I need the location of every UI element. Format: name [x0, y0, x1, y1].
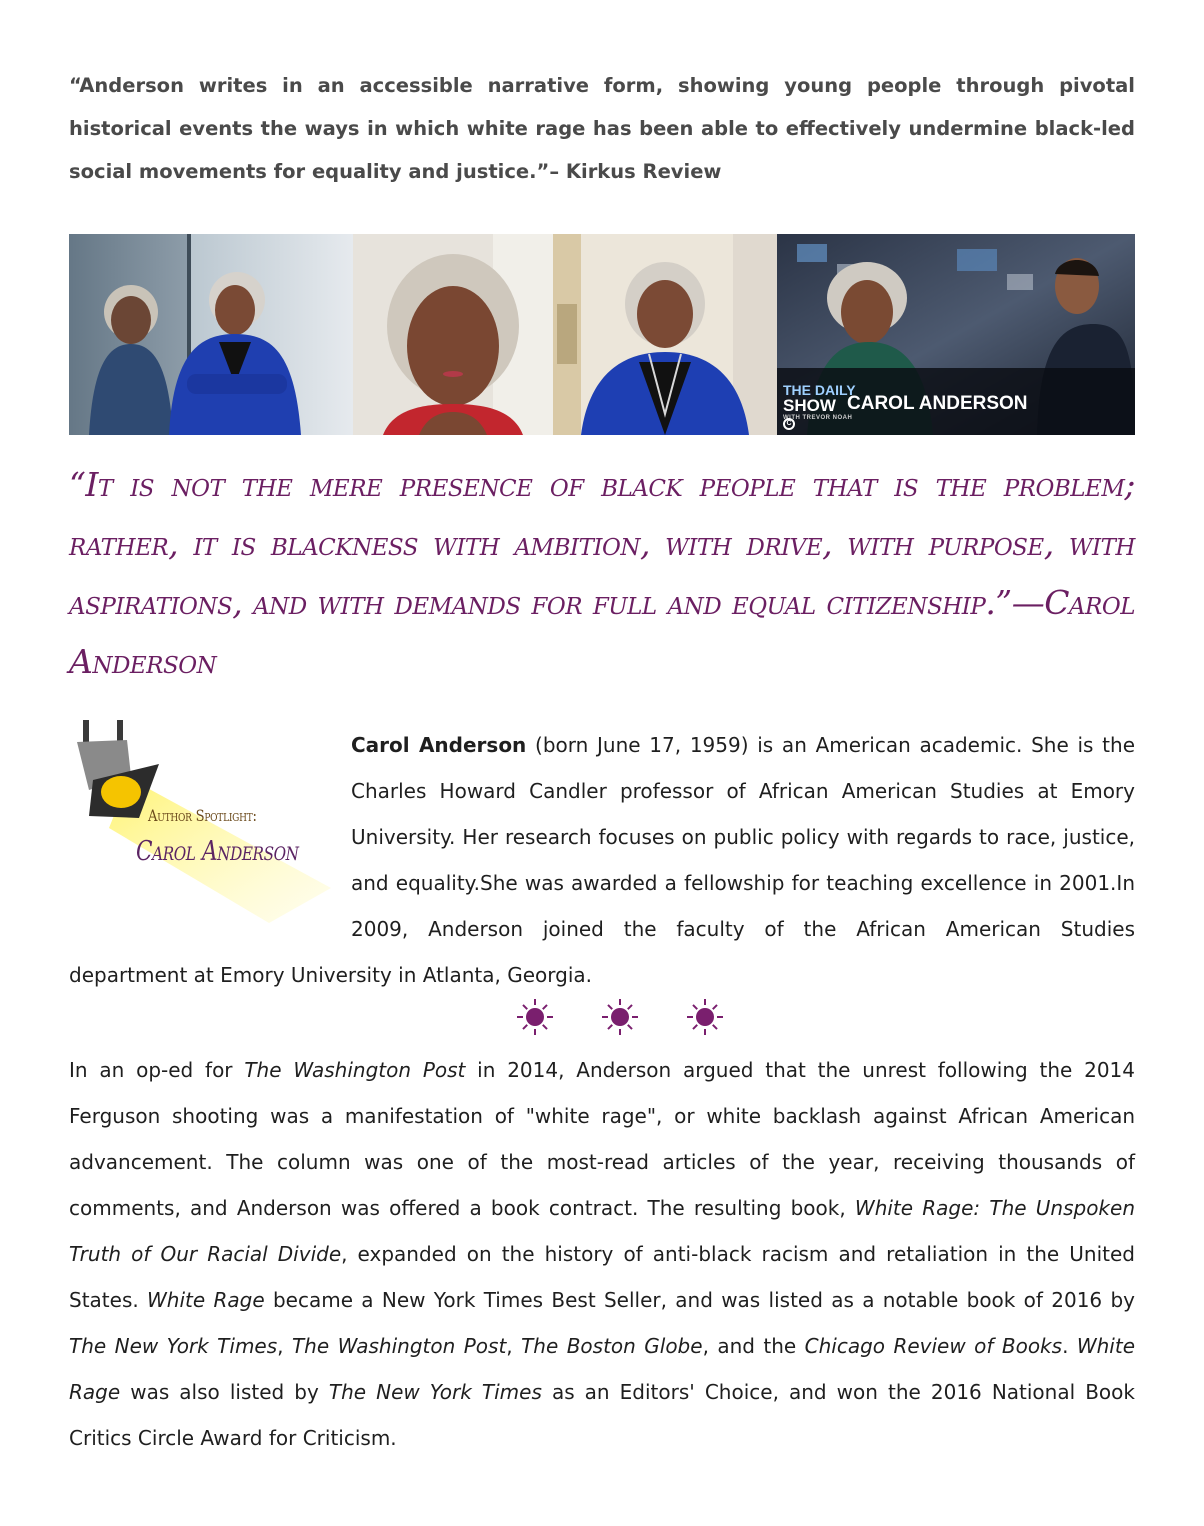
publication-title: Chicago Review of Books: [804, 1334, 1063, 1358]
sun-icon: [685, 997, 725, 1037]
daily-show-logo-top: THE DAILY: [783, 382, 856, 398]
book-title: White Rage: [147, 1288, 265, 1312]
daily-show-banner: [777, 368, 1135, 435]
publication-title: The Washington Post: [244, 1058, 466, 1082]
oped-text: as an Editors' Choice, and won the 2016 National Book Critics Circle Award for Criticism.: [69, 1380, 1135, 1450]
daily-show-logo-main: SHOW: [783, 396, 836, 415]
comedy-central-icon: C: [783, 418, 795, 430]
oped-text: was also listed by: [120, 1380, 329, 1404]
publication-title: The New York Times: [69, 1334, 278, 1358]
oped-text: .: [1062, 1334, 1077, 1358]
bio-text: (born June 17, 1959) is an American academic. She is the Charles Howard Candler professor of African American Studies at Emory University. Her research focuses on public policy with regards to race, justice, and equality.She was awarded a fellowship for teaching excellence in 2001.In 2009, Anderson joined the faculty of the African American Studies department at Emory University in Atlanta, Georgia.: [69, 733, 1135, 987]
oped-text: in 2014, Anderson argued that the unrest following the 2014 Ferguson shooting was a manifestation of "white rage", or white backlash against African American advancement. The column was one of the most-read articles of the year, receiving thousands of comments, and Anderson was offered a book contract. The resulting book,: [69, 1058, 1135, 1220]
book-title: White Rage: The Unspoken Truth of Our Racial Divide: [69, 1196, 1135, 1266]
daily-show-logo-sub: WITH TREVOR NOAH: [783, 415, 853, 421]
oped-text: became a New York Times Best Seller, and was listed as a notable book of 2016 by: [264, 1288, 1135, 1312]
spotlight-name: Carol Anderson: [136, 836, 299, 867]
publication-title: The Boston Globe: [521, 1334, 703, 1358]
book-title: White Rage: [69, 1334, 1136, 1404]
daily-show-guest-name: CAROL ANDERSON: [847, 393, 1028, 414]
author-photo-strip: [69, 234, 1135, 435]
op-ed-paragraph: [69, 1047, 1135, 1461]
publication-title: The Washington Post: [291, 1334, 507, 1358]
publication-title: The New York Times: [328, 1380, 542, 1404]
kirkus-review-quote: [69, 64, 1135, 193]
oped-text: In an op-ed for: [69, 1058, 245, 1082]
oped-text: , and the: [702, 1334, 805, 1358]
author-photo-reflection: [69, 234, 353, 435]
author-photo-smiling: [553, 234, 777, 435]
sun-icon: [600, 997, 640, 1037]
spotlight-label: Author Spotlight:: [148, 806, 257, 825]
sun-icon: [515, 997, 555, 1037]
author-photo-portrait: [353, 234, 553, 435]
oped-text: ,: [277, 1334, 292, 1358]
review-text: “Anderson writes in an accessible narrative form, showing young people through pivotal historical events the ways in which white rage has been able to effectively undermine black-led social movements for equality and justice.”: [69, 74, 1135, 183]
daily-show-logo: [783, 382, 856, 422]
daily-show-still: [777, 234, 1135, 435]
featured-quote-text: “It is not the mere presence of black people that is the problem; rather, it is blackness with ambition, with drive, with purpose, with aspirations, and with demands for full and equal citizenship.”: [69, 465, 1135, 622]
featured-quote: [69, 455, 1135, 691]
author-biography: [69, 722, 1135, 998]
featured-quote-attribution: —Carol Anderson: [69, 583, 1135, 681]
oped-text: ,: [506, 1334, 522, 1358]
bio-name: Carol Anderson: [351, 733, 527, 757]
oped-text: , expanded on the history of anti-black racism and retaliation in the United States.: [69, 1242, 1135, 1312]
section-divider: [515, 997, 725, 1037]
review-source: – Kirkus Review: [549, 160, 722, 183]
